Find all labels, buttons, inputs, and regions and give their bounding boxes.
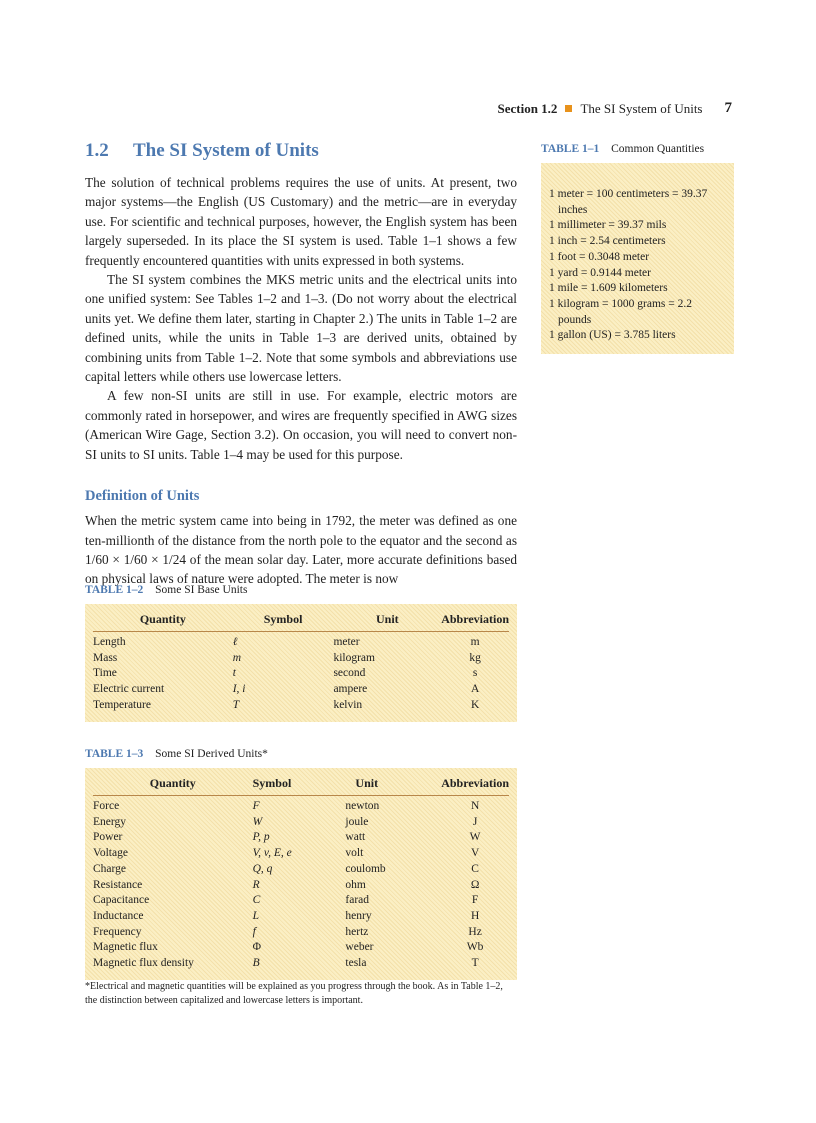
cell-quantity: Force [93, 800, 120, 812]
cell-quantity: Temperature [93, 698, 151, 711]
cell-quantity: Mass [93, 651, 118, 664]
cell-abbreviation: m [470, 636, 480, 648]
section-number: 1.2 [85, 140, 109, 161]
table-row [93, 956, 509, 972]
table-1-1-item: 1 gallon (US) = 3.785 liters [549, 329, 676, 342]
definition-paragraph: When the metric system came into being in 1792, the meter was defined as one ten-millionth of the distance from the north pole to the equator and the second as 1/60 × 1/60 × 1/24 of the mean solar day. Later, more accurate definitions based on physical laws of nature were adopted. The meter is now [85, 513, 517, 587]
cell-unit: farad [345, 894, 370, 907]
cell-quantity: Time [93, 667, 117, 680]
table-row [93, 846, 509, 862]
table-1-1-item: 1 inch = 2.54 centimeters [549, 235, 666, 248]
cell-unit: kilogram [333, 651, 375, 664]
cell-unit: henry [345, 909, 372, 922]
table-1-3 [85, 748, 517, 980]
cell-symbol: R [252, 878, 260, 891]
cell-unit: volt [345, 847, 364, 860]
cell-quantity: Electric current [93, 683, 165, 696]
column-header-quantity: Quantity [93, 774, 253, 796]
column-header-symbol: Symbol [233, 610, 334, 632]
cell-symbol: L [252, 909, 260, 922]
cell-unit: hertz [345, 925, 369, 938]
cell-unit: meter [333, 636, 360, 648]
column-header-quantity: Quantity [93, 610, 233, 632]
cell-symbol: Φ [252, 941, 262, 954]
section-title: The SI System of Units [133, 140, 319, 161]
table-1-3-caption [85, 748, 517, 760]
table-1-3-title: Some SI Derived Units* [155, 748, 268, 760]
cell-unit: ohm [345, 878, 366, 891]
cell-abbreviation: H [470, 909, 480, 922]
table-1-2-body [85, 604, 517, 722]
page-number: 7 [724, 100, 732, 116]
cell-quantity: Magnetic flux [93, 941, 158, 954]
table-row [93, 830, 509, 846]
cell-quantity: Frequency [93, 925, 142, 938]
table-1-3-footnote: *Electrical and magnetic quantities will be explained as you progress through the book. As in Table 1–2, the distinction between capitalized and lowercase letters is important. [85, 981, 503, 1006]
cell-symbol: Q, q [252, 862, 273, 875]
cell-symbol: W [252, 815, 263, 828]
table-row [93, 651, 509, 667]
cell-abbreviation: K [470, 698, 480, 711]
column-header-unit: Unit [345, 774, 441, 796]
cell-symbol: C [252, 894, 261, 907]
table-1-3-grid [93, 774, 509, 972]
cell-unit: newton [345, 800, 380, 812]
table-1-1-body [541, 163, 734, 354]
table-row [93, 909, 509, 925]
cell-unit: weber [345, 941, 374, 954]
paragraph-3: A few non-SI units are still in use. For example, electric motors are commonly rated in horsepower, and wires are frequently specified in AWG sizes (American Wire Gage, Section 3.2). On occasion, you will need to convert non-SI units to SI units. Table 1–4 may be used for this purpose. [85, 388, 517, 462]
table-row [93, 862, 509, 878]
table-header-row [93, 610, 509, 632]
table-1-2 [85, 584, 517, 722]
table-row [93, 698, 509, 714]
cell-quantity: Capacitance [93, 894, 150, 907]
header-square-marker [565, 105, 572, 112]
cell-unit: ampere [333, 683, 368, 696]
column-header-abbreviation: Abbreviation [441, 610, 509, 632]
cell-symbol: V, v, E, e [252, 847, 292, 860]
table-1-1-title: Common Quantities [611, 143, 705, 155]
table-1-1 [541, 143, 734, 354]
column-header-unit: Unit [333, 610, 441, 632]
table-1-1-item: 1 kilogram = 1000 grams = 2.2 pounds [549, 297, 692, 326]
cell-unit: coulomb [345, 862, 386, 875]
table-row [93, 632, 509, 651]
cell-abbreviation: W [469, 831, 481, 844]
cell-abbreviation: Ω [470, 878, 480, 891]
cell-quantity: Power [93, 831, 123, 844]
table-1-1-caption [541, 143, 734, 155]
cell-abbreviation: F [471, 894, 479, 907]
table-1-1-item: 1 foot = 0.3048 meter [549, 250, 650, 263]
cell-abbreviation: Hz [468, 925, 482, 938]
table-row [93, 796, 509, 815]
main-column [85, 140, 517, 589]
cell-abbreviation: Wb [466, 941, 484, 954]
table-row [93, 682, 509, 698]
cell-abbreviation: A [470, 683, 480, 696]
cell-unit: joule [345, 815, 369, 828]
paragraph-2: The SI system combines the MKS metric units and the electrical units into one unified system: See Tables 1–2 and 1–3. (Do not worry about the electrical units yet. We define them later, starting in Chapter 2.) The units in Table 1–2 are defined units, while the units in Table 1–3 are derived units, obtained by combining units from Table 1–2. Note that some symbols and abbreviations use capital letters while others use lowercase letters. [85, 272, 517, 385]
table-row [93, 666, 509, 682]
cell-abbreviation: T [471, 957, 479, 970]
column-header-abbreviation: Abbreviation [441, 774, 509, 796]
cell-symbol: F [252, 800, 260, 812]
cell-abbreviation: kg [469, 651, 481, 664]
cell-quantity: Voltage [93, 847, 128, 860]
cell-abbreviation: s [472, 667, 478, 680]
cell-abbreviation: C [471, 862, 479, 875]
table-row [93, 815, 509, 831]
cell-symbol: T [232, 698, 240, 711]
cell-symbol: m [232, 651, 241, 664]
table-1-1-item: 1 meter = 100 centimeters = 39.37 inches [549, 188, 708, 216]
table-row [93, 878, 509, 894]
cell-abbreviation: J [472, 815, 478, 828]
table-1-1-item: 1 mile = 1.609 kilometers [549, 282, 668, 295]
cell-symbol: t [232, 667, 236, 680]
table-1-1-label: TABLE 1–1 [541, 143, 600, 155]
cell-abbreviation: N [470, 800, 480, 812]
cell-quantity: Energy [93, 815, 127, 828]
table-row [93, 893, 509, 909]
table-1-1-item: 1 yard = 0.9144 meter [549, 266, 651, 279]
column-header-symbol: Symbol [253, 774, 346, 796]
table-1-2-caption [85, 584, 517, 596]
section-heading [85, 140, 517, 162]
cell-unit: tesla [345, 957, 367, 970]
subheading-definition-of-units: Definition of Units [85, 488, 200, 505]
table-row [93, 940, 509, 956]
cell-symbol: P, p [252, 831, 270, 844]
table-1-3-body [85, 768, 517, 980]
header-section-title: The SI System of Units [580, 100, 703, 116]
cell-symbol: B [252, 957, 260, 970]
table-header-row [93, 774, 509, 796]
cell-quantity: Resistance [93, 878, 143, 891]
paragraph-1: The solution of technical problems requires the use of units. At present, two major systems—the English (US Customary) and the metric—are in everyday use. For scientific and technical purposes, however, the English system has been largely superseded. In its place the SI system is used. Table 1–1 shows a few frequently encountered quantities with units expressed in both systems. [85, 175, 517, 268]
cell-abbreviation: V [470, 847, 480, 860]
cell-quantity: Inductance [93, 909, 144, 922]
page-header [497, 100, 732, 117]
table-1-1-item: 1 millimeter = 39.37 mils [549, 219, 667, 232]
table-1-2-label: TABLE 1–2 [85, 584, 144, 596]
table-1-3-label: TABLE 1–3 [85, 748, 144, 760]
cell-quantity: Length [93, 636, 126, 648]
table-row [93, 925, 509, 941]
header-section-label: Section 1.2 [497, 100, 558, 116]
table-1-2-title: Some SI Base Units [155, 584, 248, 596]
cell-quantity: Charge [93, 862, 127, 875]
cell-unit: watt [345, 831, 366, 844]
table-1-2-grid [93, 610, 509, 714]
cell-unit: kelvin [333, 698, 363, 711]
cell-quantity: Magnetic flux density [93, 957, 194, 970]
cell-symbol: f [252, 925, 256, 938]
cell-symbol: I, i [232, 683, 246, 696]
cell-symbol: ℓ [232, 636, 238, 648]
cell-unit: second [333, 667, 366, 680]
